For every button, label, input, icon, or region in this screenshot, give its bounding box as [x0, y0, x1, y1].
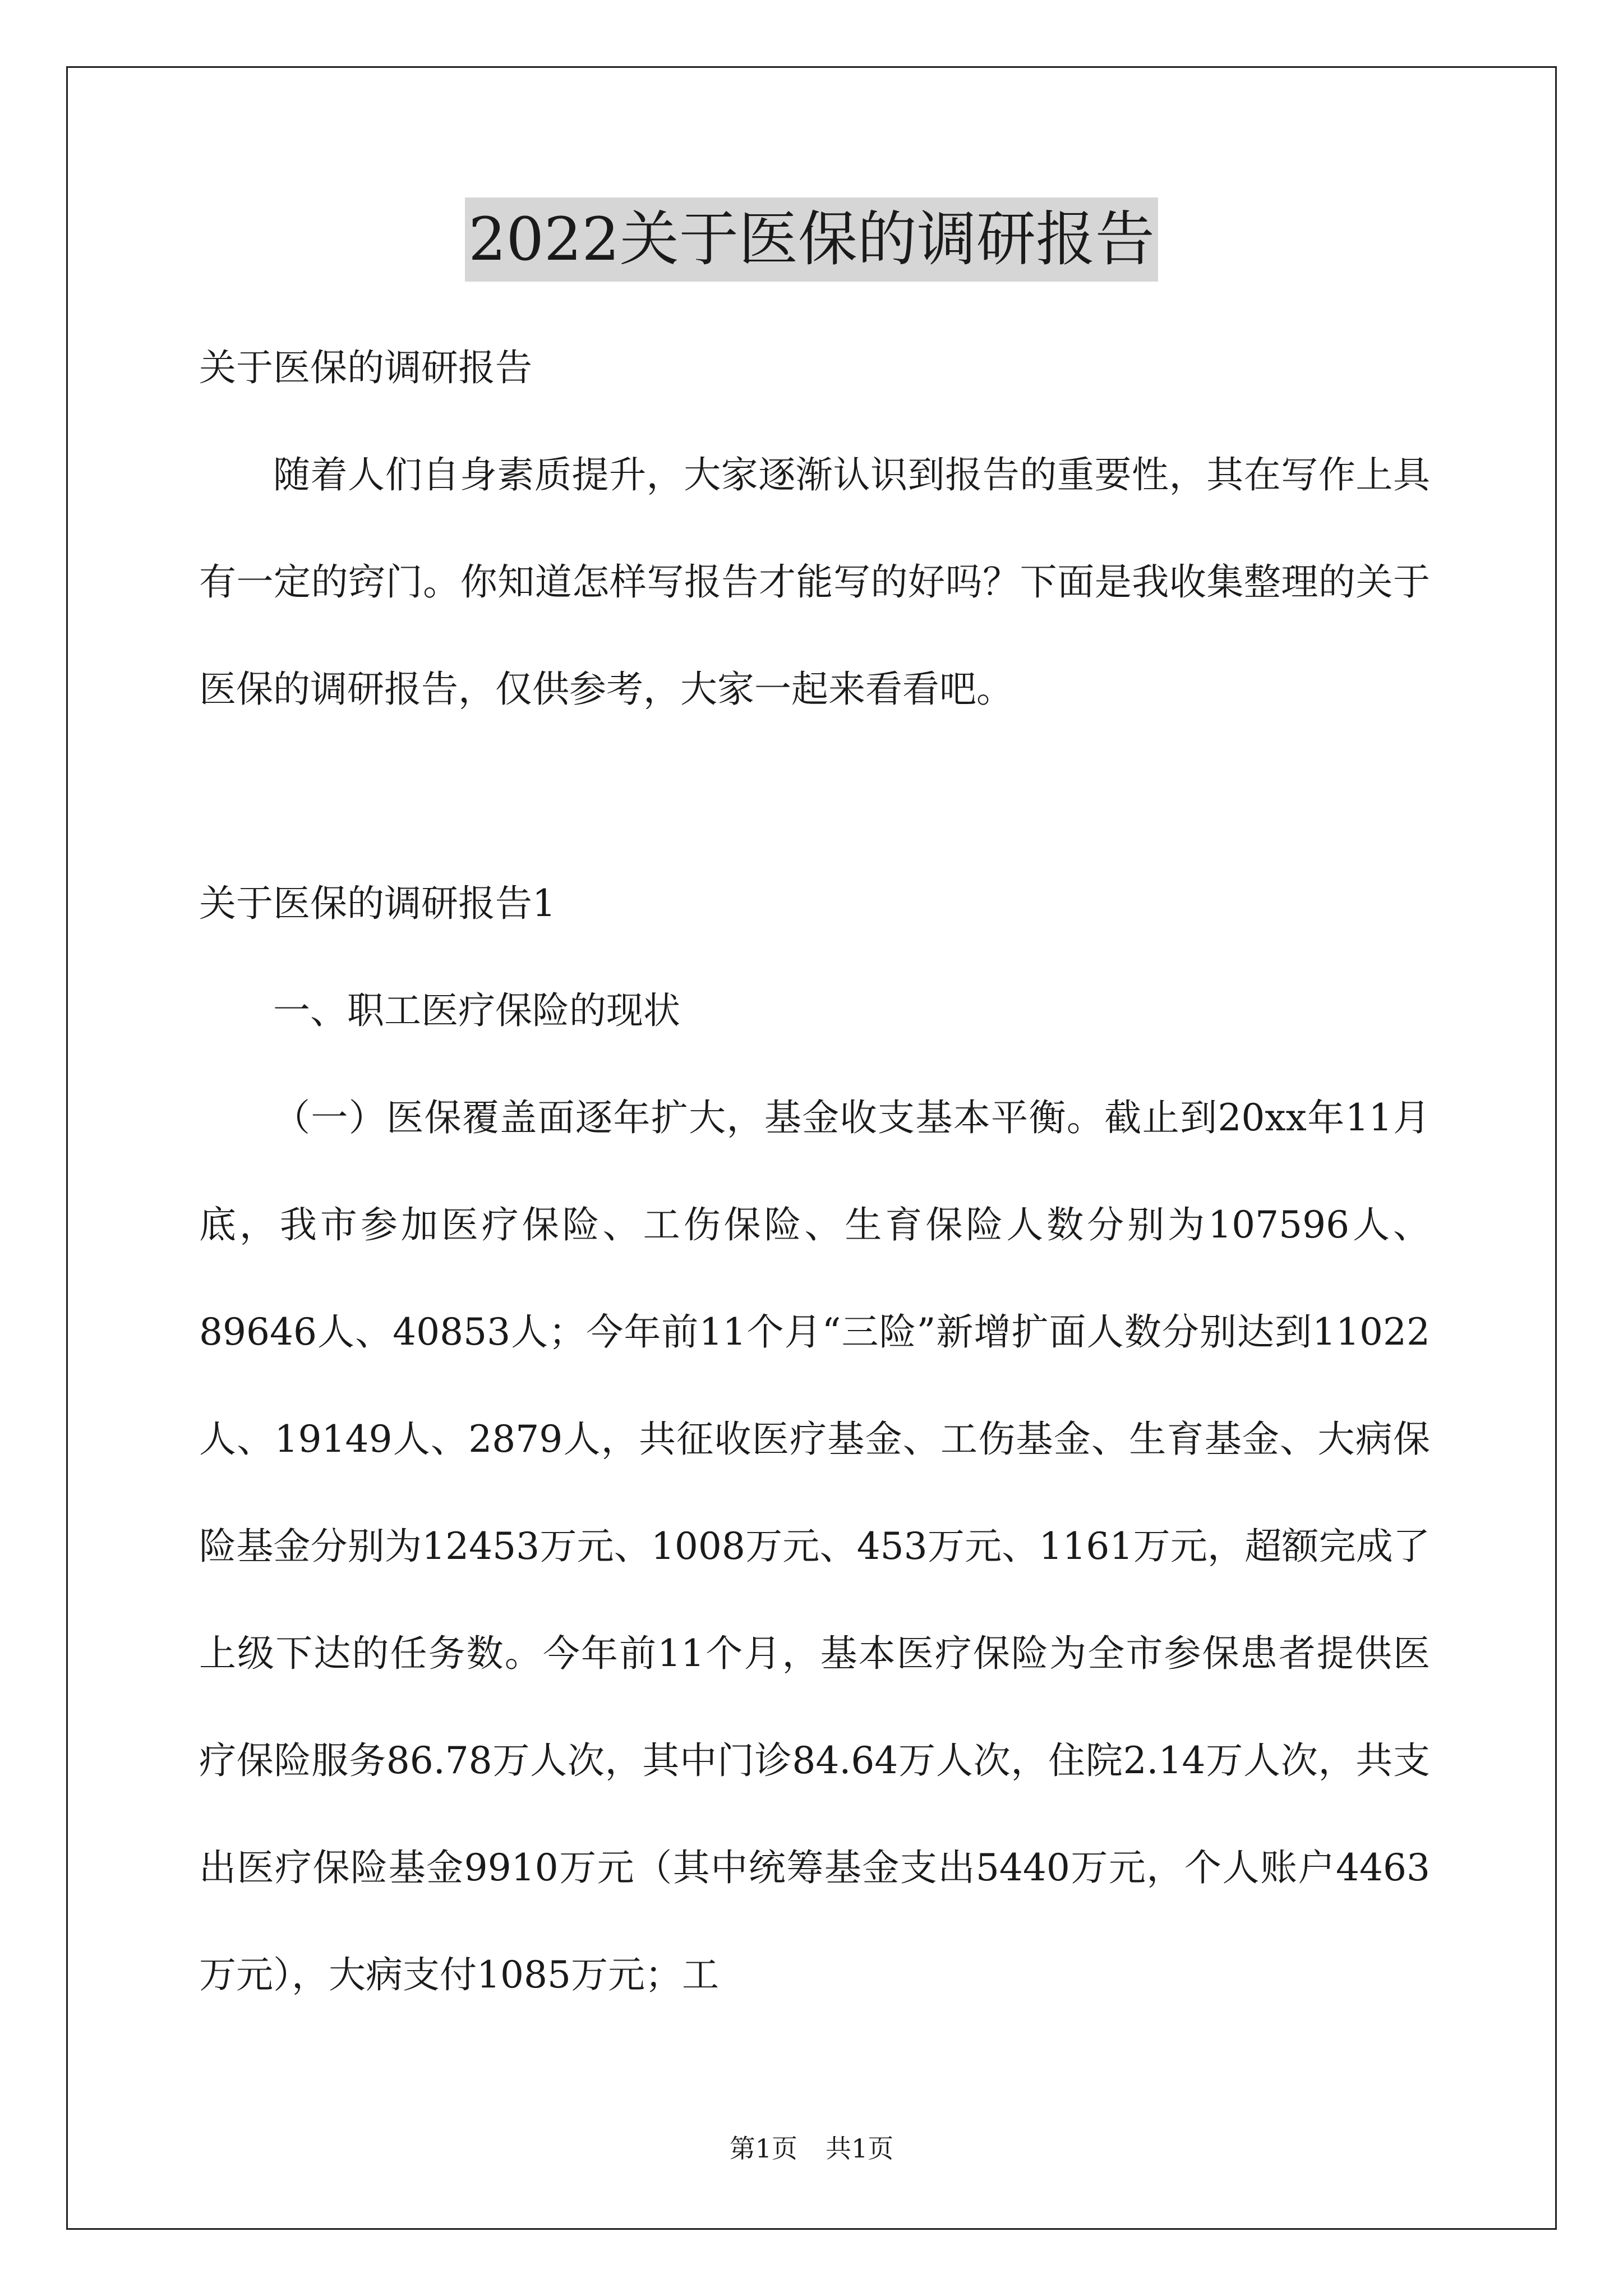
page-total: 共1页	[826, 2133, 894, 2164]
page-number: 第1页	[729, 2133, 797, 2164]
page-footer	[0, 2132, 1623, 2165]
body-paragraph: （一）医保覆盖面逐年扩大，基金收支基本平衡。截止到20xx年11月底，我市参加医疗保险、工伤保险、生育保险人数分别为107596人、89646人、40853人；今年前11个月“三险”新增扩面人数分别达到11022人、19149人、2879人，共征收医疗基金、工伤基金、生育基金、大病保险基金分别为12453万元、1008万元、453万元、1161万元，超额完成了上级下达的任务数。今年前11个月，基本医疗保险为全市参保患者提供医疗保险服务86.78万人次，其中门诊84.64万人次，住院2.14万人次，共支出医疗保险基金9910万元（其中统筹基金支出5440万元，个人账户4463万元），大病支付1085万元；工	[199, 1096, 1430, 1996]
document-subtitle: 关于医保的调研报告	[199, 346, 532, 389]
document-title: 2022关于医保的调研报告	[465, 197, 1158, 282]
intro-paragraph: 随着人们自身素质提升，大家逐渐认识到报告的重要性，其在写作上具有一定的窍门。你知道怎样写报告才能写的好吗？下面是我收集整理的关于医保的调研报告，仅供参考，大家一起来看看吧。	[199, 453, 1430, 711]
document-body	[199, 314, 1430, 2028]
section-title: 关于医保的调研报告1	[199, 882, 556, 925]
title-container	[0, 197, 1623, 282]
section-heading: 一、职工医疗保险的现状	[273, 989, 680, 1032]
